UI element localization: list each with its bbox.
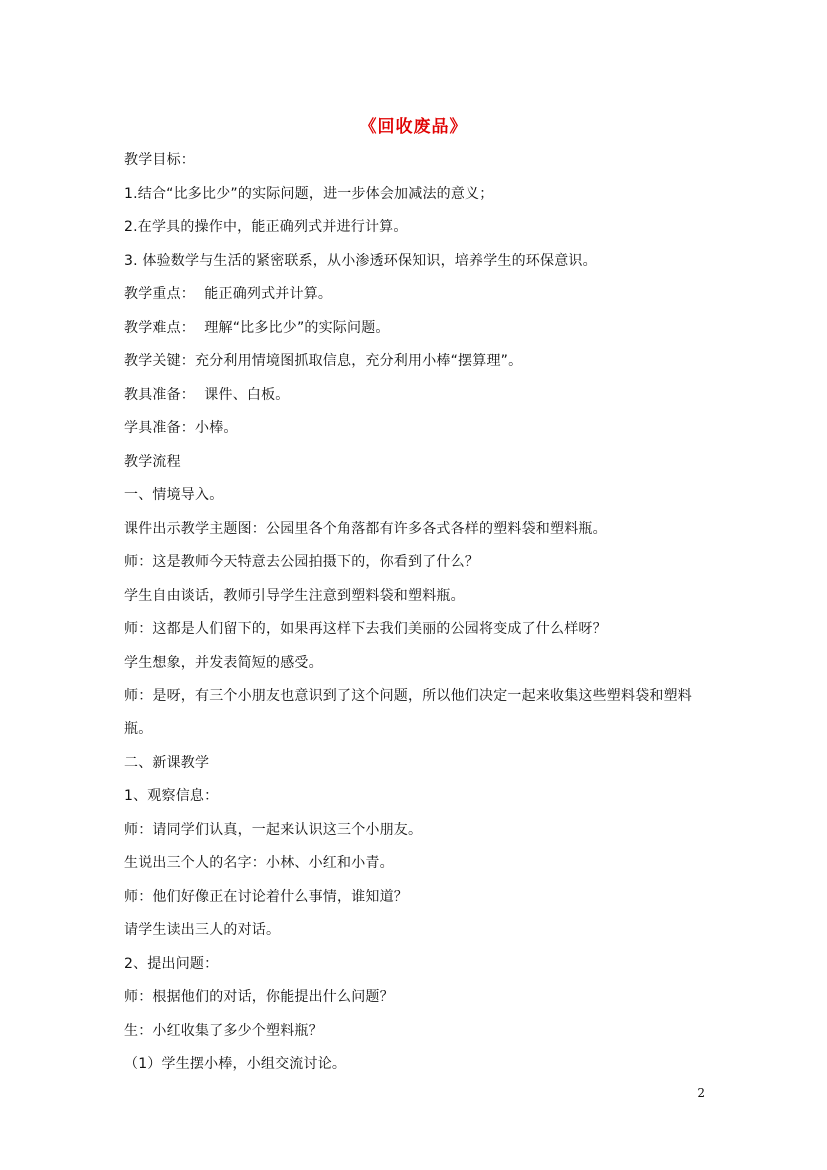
text-line: 瓶。 <box>124 721 153 737</box>
text-line: 师：根据他们的对话，你能提出什么问题？ <box>124 989 394 1005</box>
text-line: 2.在学具的操作中，能正确列式并进行计算。 <box>124 219 408 235</box>
text-line: 教学关键：充分利用情境图抓取信息，充分利用小棒“摆算理”。 <box>124 353 523 369</box>
text-line: （1）学生摆小棒，小组交流讨论。 <box>124 1056 347 1072</box>
text-line: 1、观察信息： <box>124 788 219 804</box>
text-line: 师：是呀，有三个小朋友也意识到了这个问题，所以他们决定一起来收集这些塑料袋和塑料 <box>124 688 692 704</box>
text-line: 一、情境导入。 <box>124 487 224 503</box>
text-line: 教学重点： 能正确列式并计算。 <box>124 286 333 302</box>
text-line: 1.结合“比多比少”的实际问题，进一步体会加减法的意义； <box>124 185 494 202</box>
text-line: 师：请同学们认真，一起来认识这三个小朋友。 <box>124 821 423 838</box>
text-line: 教学难点： 理解“比多比少”的实际问题。 <box>124 319 390 336</box>
text-line: 生说出三个人的名字：小林、小红和小青。 <box>124 855 394 871</box>
text-line: 教学目标： <box>124 152 195 168</box>
text-line: 学生想象，并发表简短的感受。 <box>124 654 323 671</box>
text-line: 请学生读出三人的对话。 <box>124 922 281 938</box>
text-line: 教学流程 <box>124 453 181 470</box>
text-line: 师：他们好像正在讨论着什么事情，谁知道？ <box>124 888 408 905</box>
text-line: 二、新课教学 <box>124 754 210 771</box>
text-line: 3. 体验数学与生活的紧密联系，从小渗透环保知识，培养学生的环保意识。 <box>124 252 597 269</box>
text-line: 课件出示教学主题图：公园里各个角落都有许多各式各样的塑料袋和塑料瓶。 <box>124 520 607 537</box>
text-line: 学生自由谈话，教师引导学生注意到塑料袋和塑料瓶。 <box>124 587 465 604</box>
text-line: 学具准备：小棒。 <box>124 420 238 436</box>
page-number: 2 <box>697 1086 705 1100</box>
text-line: 生：小红收集了多少个塑料瓶？ <box>124 1022 323 1039</box>
text-line: 教具准备： 课件、白板。 <box>124 386 290 403</box>
text-line: 2、提出问题： <box>124 955 219 972</box>
text-line: 师：这都是人们留下的，如果再这样下去我们美丽的公园将变成了什么样呀？ <box>124 621 607 637</box>
text-line: 师：这是教师今天特意去公园拍摄下的，你看到了什么？ <box>124 554 479 570</box>
document-body <box>124 150 710 1088</box>
document-title: 《回收废品》 <box>359 117 468 137</box>
